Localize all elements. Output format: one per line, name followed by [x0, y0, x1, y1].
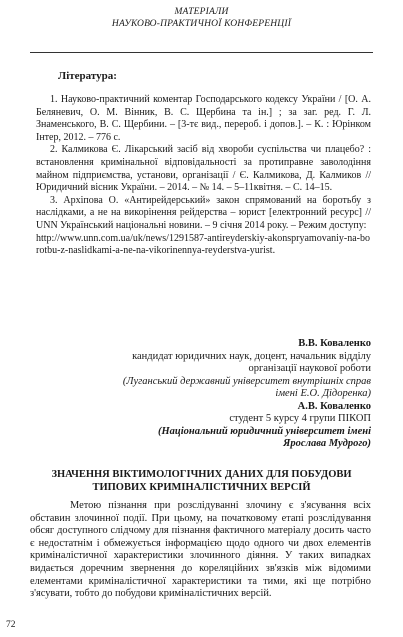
section-title: ЗНАЧЕННЯ ВІКТИМОЛОГІЧНИХ ДАНИХ ДЛЯ ПОБУДОВИ ТИПОВИХ КРИМІНАЛІСТИЧНИХ ВЕРСІЙ — [51, 469, 352, 493]
header-line-2: НАУКОВО-ПРАКТИЧНОЇ КОНФЕРЕНЦІЇ — [111, 19, 292, 29]
literature-list — [36, 94, 371, 258]
running-header — [0, 6, 403, 30]
page-number: 72 — [6, 620, 16, 630]
author-1-position: кандидат юридичних наук, доцент, начальник відділу організації наукової роботи — [132, 350, 371, 374]
reference-item-2: 2. Калмикова Є. Лікарський засіб від хвороби суспільства чи плацебо? : встановлення кримінальної відповідальності за протиправне заволодіння майном підприємства, установи, організації / Є. Калмикова, Д. Калмиков // Юридичний вісник України. – 2014. – № 14. – 5–11квітня. – С. 14–15. — [36, 144, 371, 194]
author-block — [121, 338, 371, 451]
author-2-name: А.В. Коваленко — [297, 400, 371, 412]
body-paragraph: Метою пізнання при розслідуванні злочину є з'ясування всіх обставин злочинної події. При цьому, на початковому етапі розслідування обсяг доступного слідчому для пізнання фактичного матеріалу досить часто є недостатнім і обмежується інформацією щодо одного чи двох елементів криміналістичної характеристики злочинного діяння. У таких випадках видається доречним звернення до кореляційних зв'язків між відомими елементами криміналістичної характеристики та тими, які ще потрібно з'ясувати, тобто до побудови криміналістичних версій. — [30, 500, 371, 600]
header-rule — [30, 52, 373, 53]
reference-item-1: 1. Науково-практичний коментар Господарського кодексу України / [О. А. Беляневич, О. М. Вінник, В. С. Щербина та ін.] ; за заг. ред. Г. Л. Знаменського, В. С. Щербини. – [3-тє вид., перероб. і допов.]. – К. : Юрінком Інтер, 2012. – 776 с. — [36, 94, 371, 143]
literature-title: Література: — [58, 70, 117, 82]
reference-item-3: 3. Архіпова О. «Антирейдерський» закон спрямований на боротьбу з наслідками, а не на викорінення рейдерства – юрист [електронний ресурс] // UNN Український національні новини. – 9 січня 2014 року. – Режим доступу: — [36, 194, 371, 231]
author-1-affiliation: (Луганський державний університет внутрішніх справ імені Е.О. Дідоренка) — [122, 375, 371, 399]
reference-url[interactable]: http://www.unn.com.ua/uk/news/1291587-antireyderskiy-akonspryamovaniy-na-borotbu-z-naslidkami-a-ne-na-vikorinennya-reyderstva-yurist. — [36, 232, 371, 257]
header-line-1: МАТЕРІАЛИ — [174, 7, 229, 17]
author-2-position: студент 5 курсу 4 групи ПІКОП — [229, 413, 371, 424]
author-2-affiliation: (Національний юридичний університет імені Ярослава Мудрого) — [157, 425, 371, 449]
author-1-name: В.В. Коваленко — [298, 338, 371, 349]
